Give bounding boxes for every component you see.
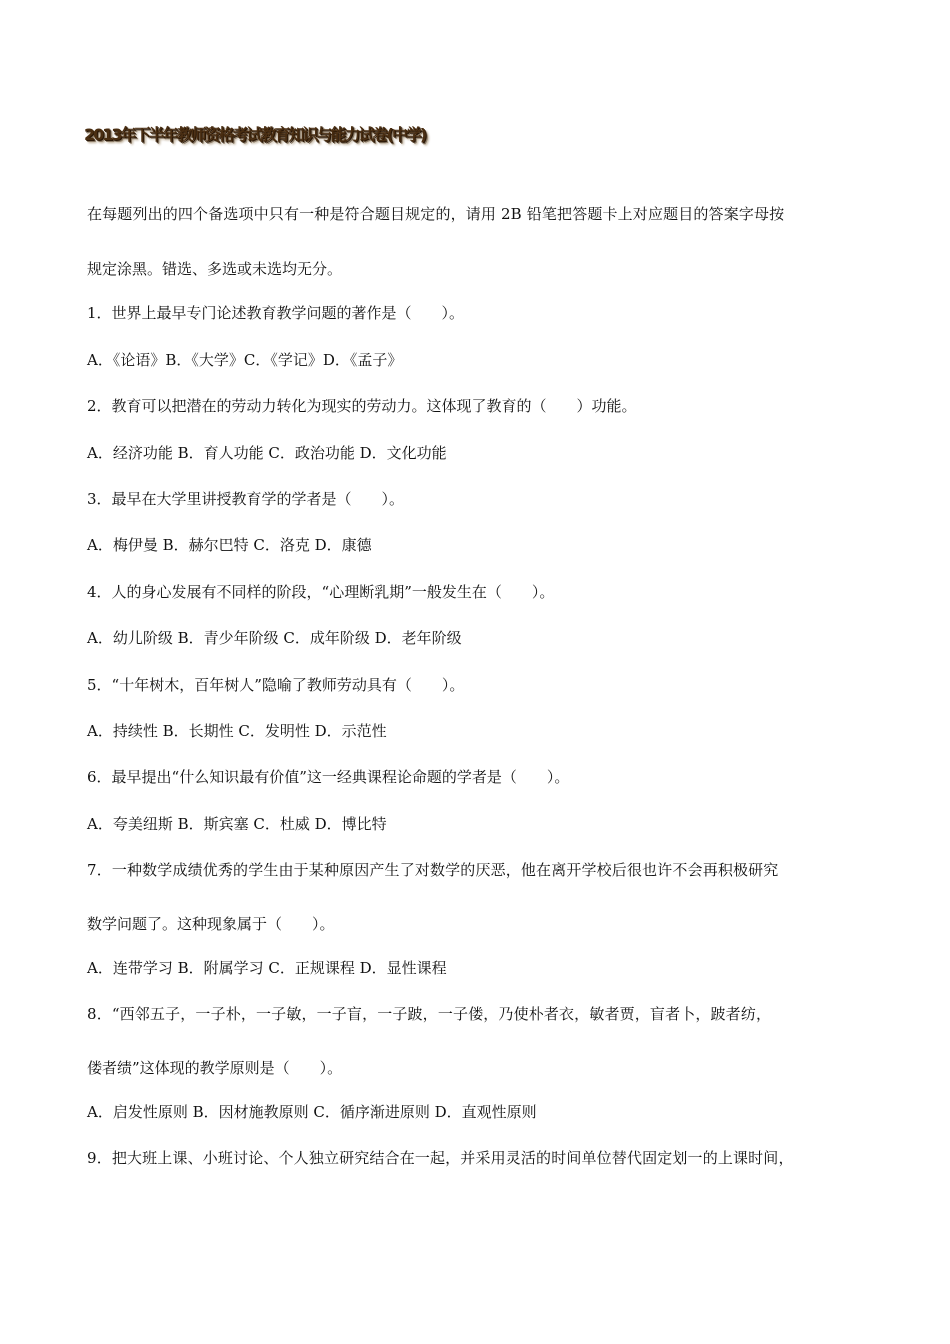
question-7-stem-line-1: 7．一种数学成绩优秀的学生由于某种原因产生了对数学的厌恶，他在离开学校后很也许不会再积极研究	[87, 861, 779, 879]
question-9-stem-line-1: 9．把大班上课、小班讨论、个人独立研究结合在一起，并采用灵活的时间单位替代固定划一的上课时间，	[87, 1149, 794, 1167]
page-title: 2013年下半年教师资格考试教育知识与能力试卷(中学)	[84, 125, 426, 144]
question-1-options: A．《论语》B．《大学》C．《学记》D．《孟子》	[87, 351, 403, 369]
question-7-options: A．连带学习 B．附属学习 C．正规课程 D．显性课程	[87, 959, 447, 977]
question-8-stem-line-1: 8．“西邻五子，一子朴，一子敏，一子盲，一子跛，一子偻，乃使朴者衣，敏者贾，盲者卜，跛者纺，	[87, 1005, 772, 1023]
question-5-options: A．持续性 B．长期性 C．发明性 D．示范性	[87, 722, 387, 740]
question-1-stem: 1．世界上最早专门论述教育教学问题的著作是（ ）。	[87, 304, 465, 322]
question-3-options: A．梅伊曼 B．赫尔巴特 C．洛克 D．康德	[87, 536, 372, 554]
question-4-options: A．幼儿阶级 B．青少年阶级 C．成年阶级 D．老年阶级	[87, 629, 462, 647]
question-6-stem: 6．最早提出“什么知识最有价值”这一经典课程论命题的学者是（ ）。	[87, 768, 570, 786]
instruction-line-1: 在每题列出的四个备选项中只有一种是符合题目规定的，请用 2B 铅笔把答题卡上对应题目的答案字母按	[87, 205, 785, 223]
question-3-stem: 3．最早在大学里讲授教育学的学者是（ ）。	[87, 490, 405, 508]
question-5-stem: 5．“十年树木，百年树人”隐喻了教师劳动具有（ ）。	[87, 676, 465, 694]
question-8-stem-line-2: 偻者绩”这体现的教学原则是（ ）。	[87, 1059, 343, 1077]
question-6-options: A．夸美纽斯 B．斯宾塞 C．杜威 D．博比特	[87, 815, 387, 833]
question-8-options: A．启发性原则 B．因材施教原则 C．循序渐进原则 D．直观性原则	[87, 1103, 537, 1121]
question-7-stem-line-2: 数学问题了。这种现象属于（ ）。	[87, 915, 335, 933]
instruction-line-2: 规定涂黑。错选、多选或未选均无分。	[87, 260, 343, 278]
question-4-stem: 4．人的身心发展有不同样的阶段，“心理断乳期”一般发生在（ ）。	[87, 583, 555, 601]
question-2-options: A．经济功能 B．育人功能 C．政治功能 D．文化功能	[87, 444, 447, 462]
question-2-stem: 2．教育可以把潜在的劳动力转化为现实的劳动力。这体现了教育的（ ）功能。	[87, 397, 637, 415]
